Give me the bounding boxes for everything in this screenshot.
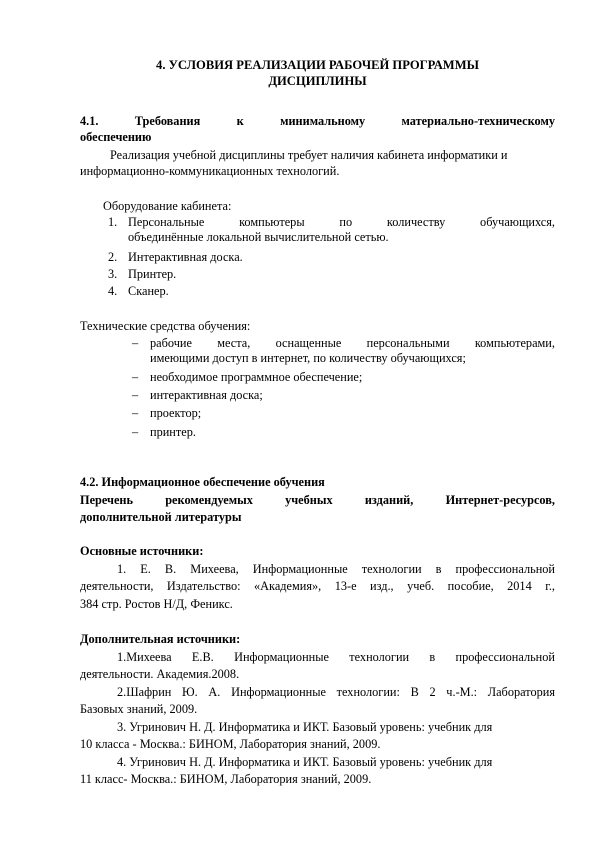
- list-item: [132, 425, 555, 440]
- main-source-line2: деятельности, Издательство: «Академия», 13-е изд., учеб. пособие, 2014 г.,: [80, 579, 555, 593]
- word: обучающихся,: [480, 215, 555, 229]
- list-number: 2.: [108, 250, 118, 264]
- word: места,: [217, 336, 251, 350]
- word: по: [339, 215, 353, 229]
- word: Перечень: [80, 493, 133, 507]
- list-item: [108, 284, 555, 299]
- list-item-line1: [128, 215, 555, 230]
- tech-label: Технические средства обучения:: [80, 319, 251, 333]
- list-item: [132, 336, 555, 366]
- extra-source-2-line1: 2.Шафрин Ю. А. Информационные технологии: В 2 ч.-М.: Лаборатория: [117, 685, 555, 699]
- extra-source-4-line2: 11 класс- Москва.: БИНОМ, Лаборатория знаний, 2009.: [80, 772, 372, 786]
- main-source-line1: 1. Е. В. Михеева, Информационные технологии в профессиональной: [117, 562, 555, 576]
- heading-word: Требования: [134, 114, 201, 128]
- word: количеству: [386, 215, 446, 229]
- heading-word: 4.1.: [80, 114, 99, 128]
- word: Персональные: [128, 215, 205, 229]
- intro-line2: информационно-коммуникационных технологий.: [80, 164, 340, 178]
- list-item-text: Сканер.: [128, 284, 169, 298]
- section-4-2-subheading: [80, 493, 555, 508]
- word: рекомендуемых: [165, 493, 253, 507]
- list-item: [132, 388, 555, 403]
- dash-bullet: –: [132, 425, 139, 439]
- dash-bullet: –: [132, 388, 139, 402]
- list-item-text: Принтер.: [128, 267, 177, 281]
- extra-source-2-line2: Базовых знаний, 2009.: [80, 702, 198, 716]
- intro-line1: Реализация учебной дисциплины требует наличия кабинета информатики и: [110, 148, 508, 162]
- heading-word: к: [236, 114, 244, 128]
- extra-source-1-line2: деятельности. Академия.2008.: [80, 667, 240, 681]
- word: изданий,: [364, 493, 414, 507]
- word: учебных: [285, 493, 333, 507]
- page-title: [80, 57, 555, 89]
- section-4-1-heading-line2: обеспечению: [80, 130, 152, 144]
- list-number: 1.: [108, 215, 118, 229]
- heading-word: минимальному: [280, 114, 366, 128]
- list-item: [108, 215, 555, 245]
- equipment-label: Оборудование кабинета:: [103, 199, 232, 213]
- list-item-text: необходимое программное обеспечение;: [150, 370, 363, 384]
- page-title-line2: ДИСЦИПЛИНЫ: [268, 74, 367, 88]
- list-item: [132, 370, 555, 385]
- word: компьютеры: [239, 215, 305, 229]
- extra-source-3-line1: 3. Угринович Н. Д. Информатика и ИКТ. Базовый уровень: учебник для: [117, 720, 493, 734]
- list-item: [108, 267, 555, 282]
- extra-sources-label: Дополнительная источники:: [80, 632, 241, 646]
- list-item-text: интерактивная доска;: [150, 388, 263, 402]
- list-item-line1: [150, 336, 555, 351]
- list-item-text: принтер.: [150, 425, 196, 439]
- list-item-text: проектор;: [150, 406, 202, 420]
- word: рабочие: [150, 336, 192, 350]
- main-sources-label: Основные источники:: [80, 544, 204, 558]
- list-item-line2: имеющими доступ в интернет, по количеству обучающихся;: [150, 351, 466, 365]
- list-item: [132, 406, 555, 421]
- main-source-line3: 384 стр. Ростов Н/Д, Феникс.: [80, 597, 233, 611]
- list-item-line2: объединённые локальной вычислительной сетью.: [128, 230, 389, 244]
- dash-bullet: –: [132, 336, 139, 350]
- section-4-1-heading: [80, 114, 555, 129]
- extra-source-4-line1: 4. Угринович Н. Д. Информатика и ИКТ. Базовый уровень: учебник для: [117, 755, 493, 769]
- extra-source-1-line1: 1.Михеева Е.В. Информационные технологии в профессиональной: [117, 650, 555, 664]
- extra-source-3-line2: 10 класса - Москва.: БИНОМ, Лаборатория знаний, 2009.: [80, 737, 381, 751]
- list-item-text: Интерактивная доска.: [128, 250, 243, 264]
- list-number: 4.: [108, 284, 118, 298]
- heading-word: материально-техническому: [401, 114, 555, 128]
- word: персональными: [366, 336, 450, 350]
- word: оснащенные: [275, 336, 342, 350]
- list-item: [108, 250, 555, 265]
- dash-bullet: –: [132, 406, 139, 420]
- list-number: 3.: [108, 267, 118, 281]
- word: компьютерами,: [474, 336, 555, 350]
- word: Интернет-ресурсов,: [445, 493, 555, 507]
- section-4-2-subheading-line2: дополнительной литературы: [80, 510, 242, 524]
- section-4-2-heading: 4.2. Информационное обеспечение обучения: [80, 475, 325, 489]
- page-title-line1: 4. УСЛОВИЯ РЕАЛИЗАЦИИ РАБОЧЕЙ ПРОГРАММЫ: [156, 58, 479, 72]
- dash-bullet: –: [132, 370, 139, 384]
